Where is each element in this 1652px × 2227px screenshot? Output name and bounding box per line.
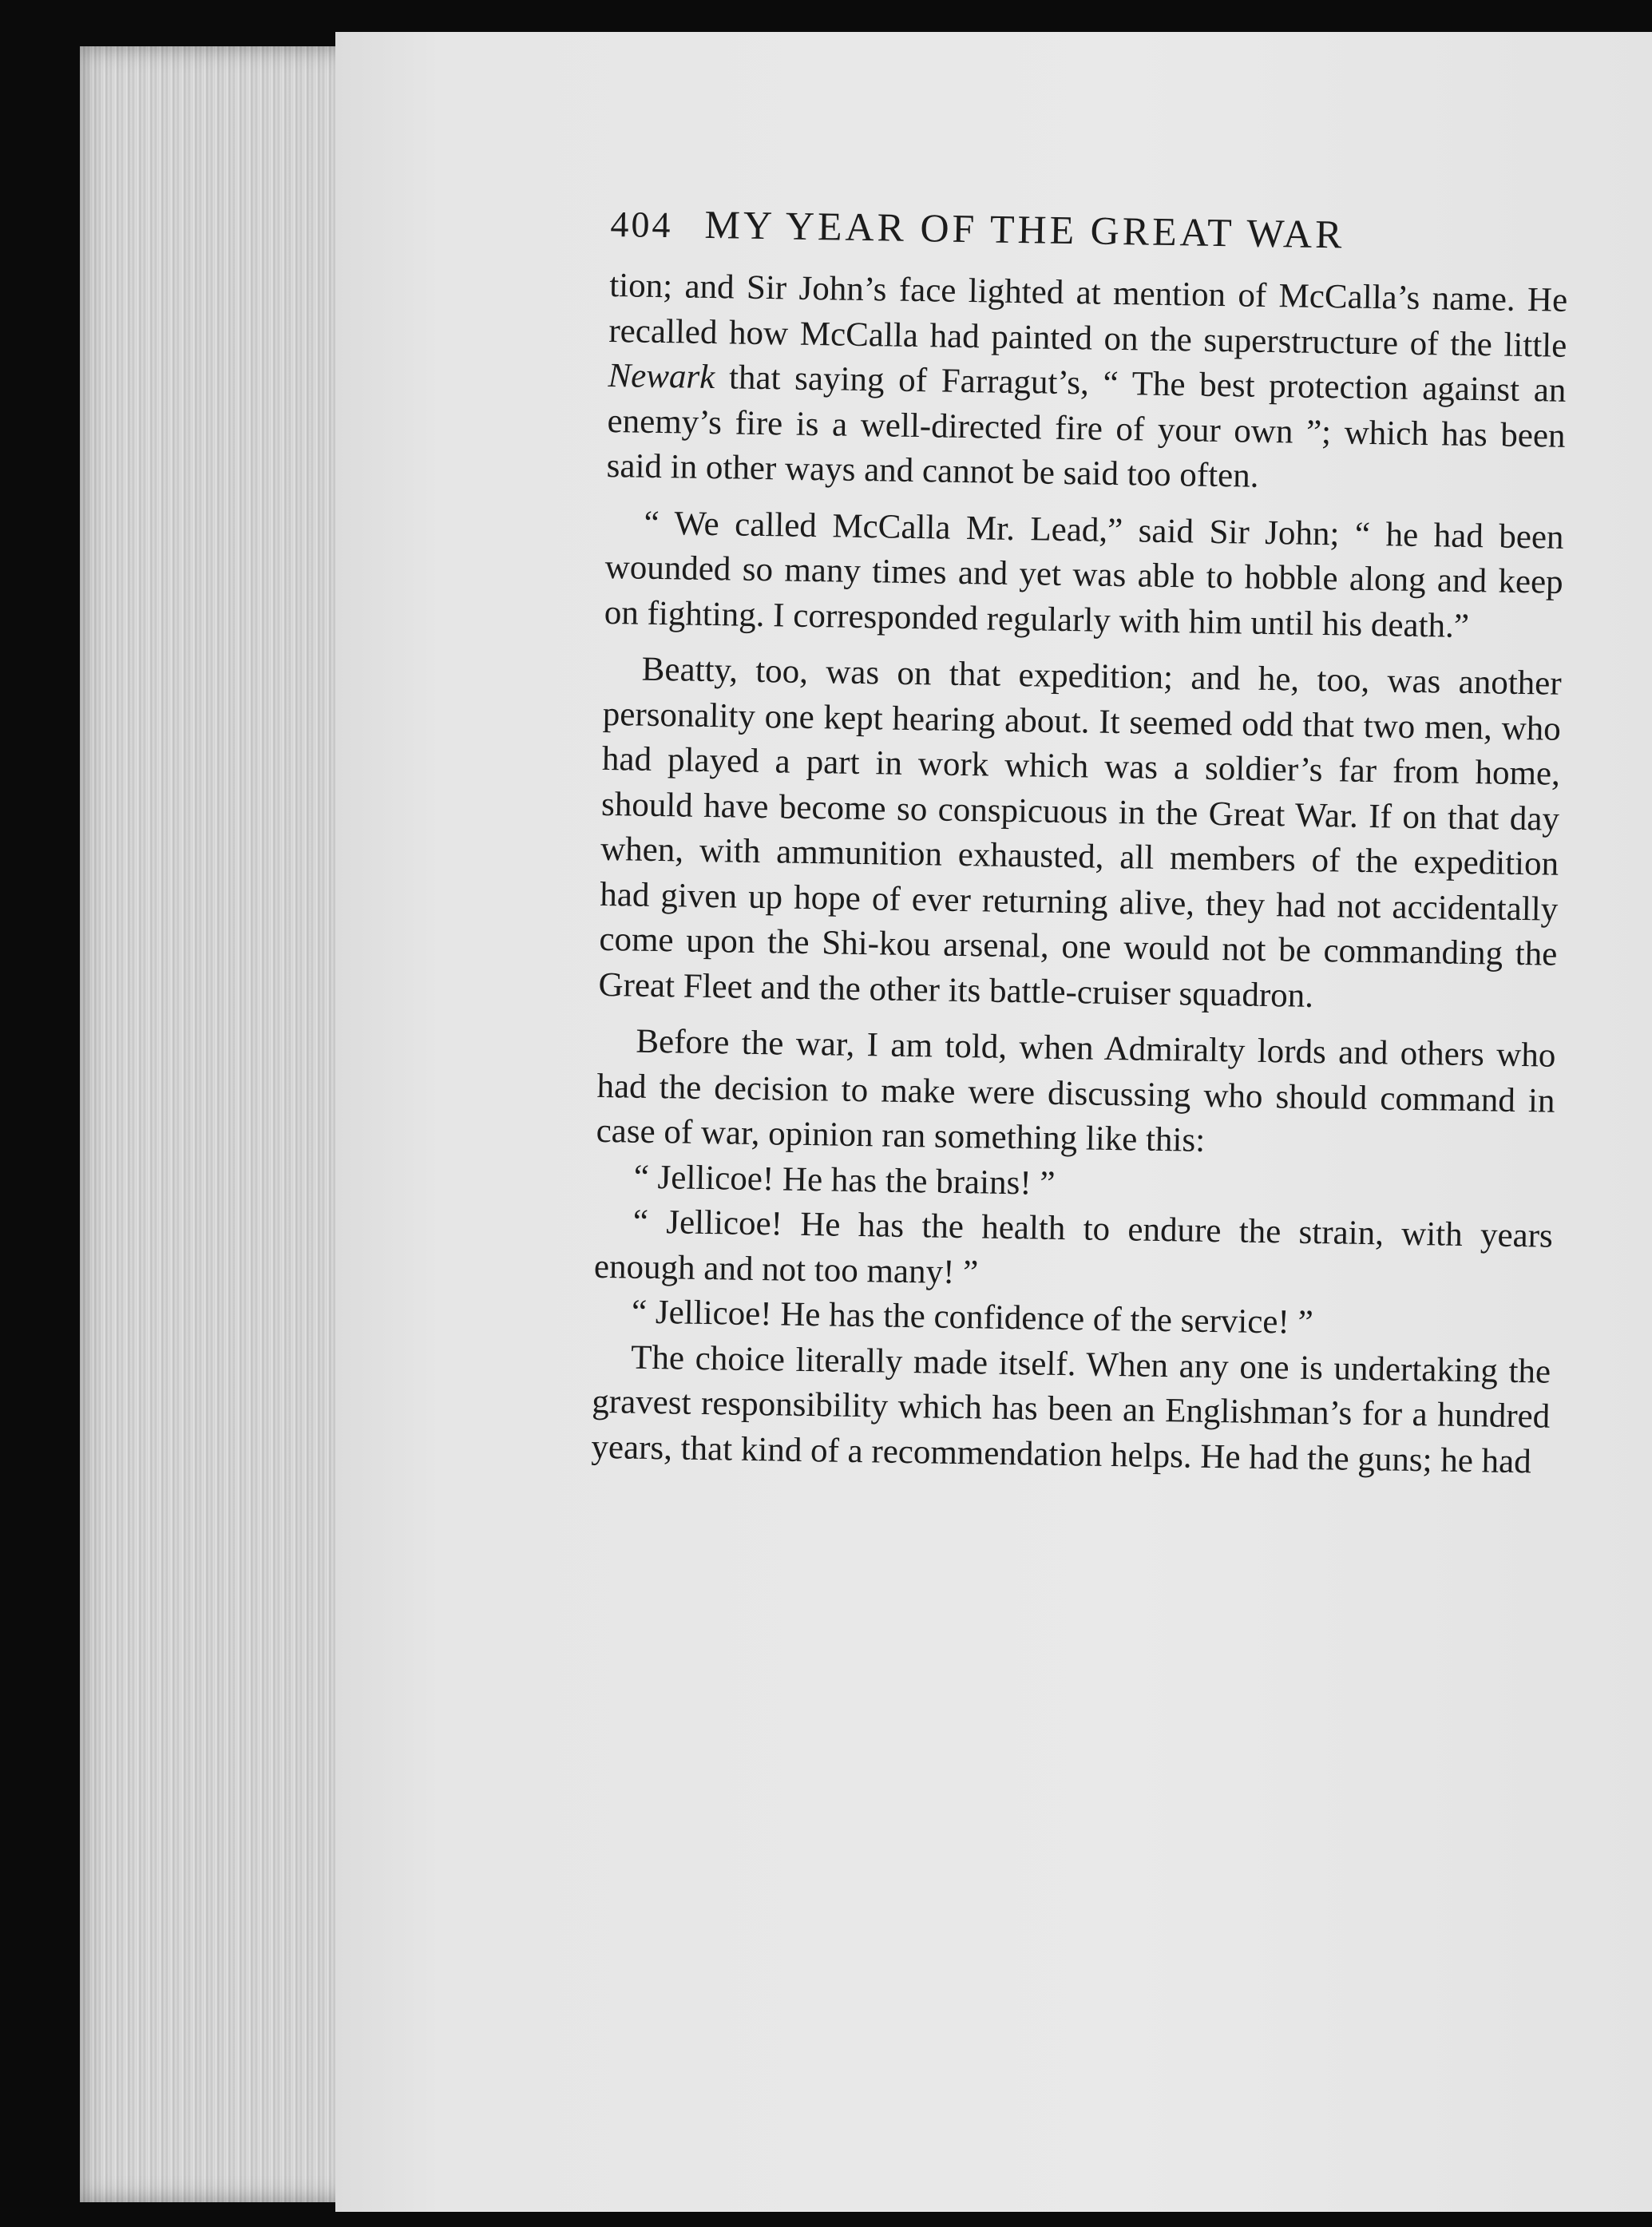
- running-title: MY YEAR OF THE GREAT WAR: [704, 201, 1345, 257]
- paragraph-1-text-after: that saying of Farragut’s, “ The best protection against an enemy’s fire is a well-directed fire of your own ”; which has been said in other ways and cannot be said too often.: [606, 359, 1567, 495]
- paragraph-3: Beatty, too, was on that expedition; and he, too, was another personality one kept hearing about. It seemed odd that two men, who had played a part in work which was a soldier’s far from home, should have become so conspicuous in the Great War. If on that day when, with ammunition exhausted, all members of the expedition had given up hope of ever returning alive, they had not accidentally come upon the Shi-kou arsenal, one would not be commanding the Great Fleet and the other its battle-cruiser squadron.: [598, 650, 1562, 1015]
- book-page: [335, 32, 1652, 2212]
- paragraph-2: “ We called McCalla Mr. Lead,” said Sir John; “ he had been wounded so many times and yet was able to hobble along and keep on fighting. I corresponded regularly with him until his death.”: [604, 504, 1564, 645]
- quote-health: “ Jellicoe! He has the health to endure the strain, with years enough and not too many! ”: [593, 1203, 1554, 1291]
- paragraph-4: Before the war, I am told, when Admiralty lords and others who had the decision to make were discussing who should command in case of war, opinion ran something like this:: [596, 1022, 1556, 1159]
- paragraph-1-text-before: tion; and Sir John’s face lighted at mention of McCalla’s name. He recalled how McCalla had painted on the superstructure of the little: [608, 266, 1568, 365]
- paragraph-1: [606, 264, 1567, 504]
- quote-confidence: “ Jellicoe! He has the confidence of the service! ”: [631, 1293, 1313, 1341]
- running-head: [610, 200, 1569, 261]
- quote-brains: “ Jellicoe! He has the brains! ”: [633, 1158, 1056, 1203]
- page-edges: [80, 46, 359, 2202]
- body-text: [591, 264, 1568, 1485]
- page-number: 404: [610, 203, 673, 246]
- paragraph-5: The choice literally made itself. When any one is undertaking the gravest responsibility which has been an Englishman’s for a hundred years, that kind of a recommendation helps. He had the guns; he had: [591, 1338, 1551, 1480]
- page-content: [591, 200, 1569, 1485]
- ship-name: Newark: [608, 356, 715, 397]
